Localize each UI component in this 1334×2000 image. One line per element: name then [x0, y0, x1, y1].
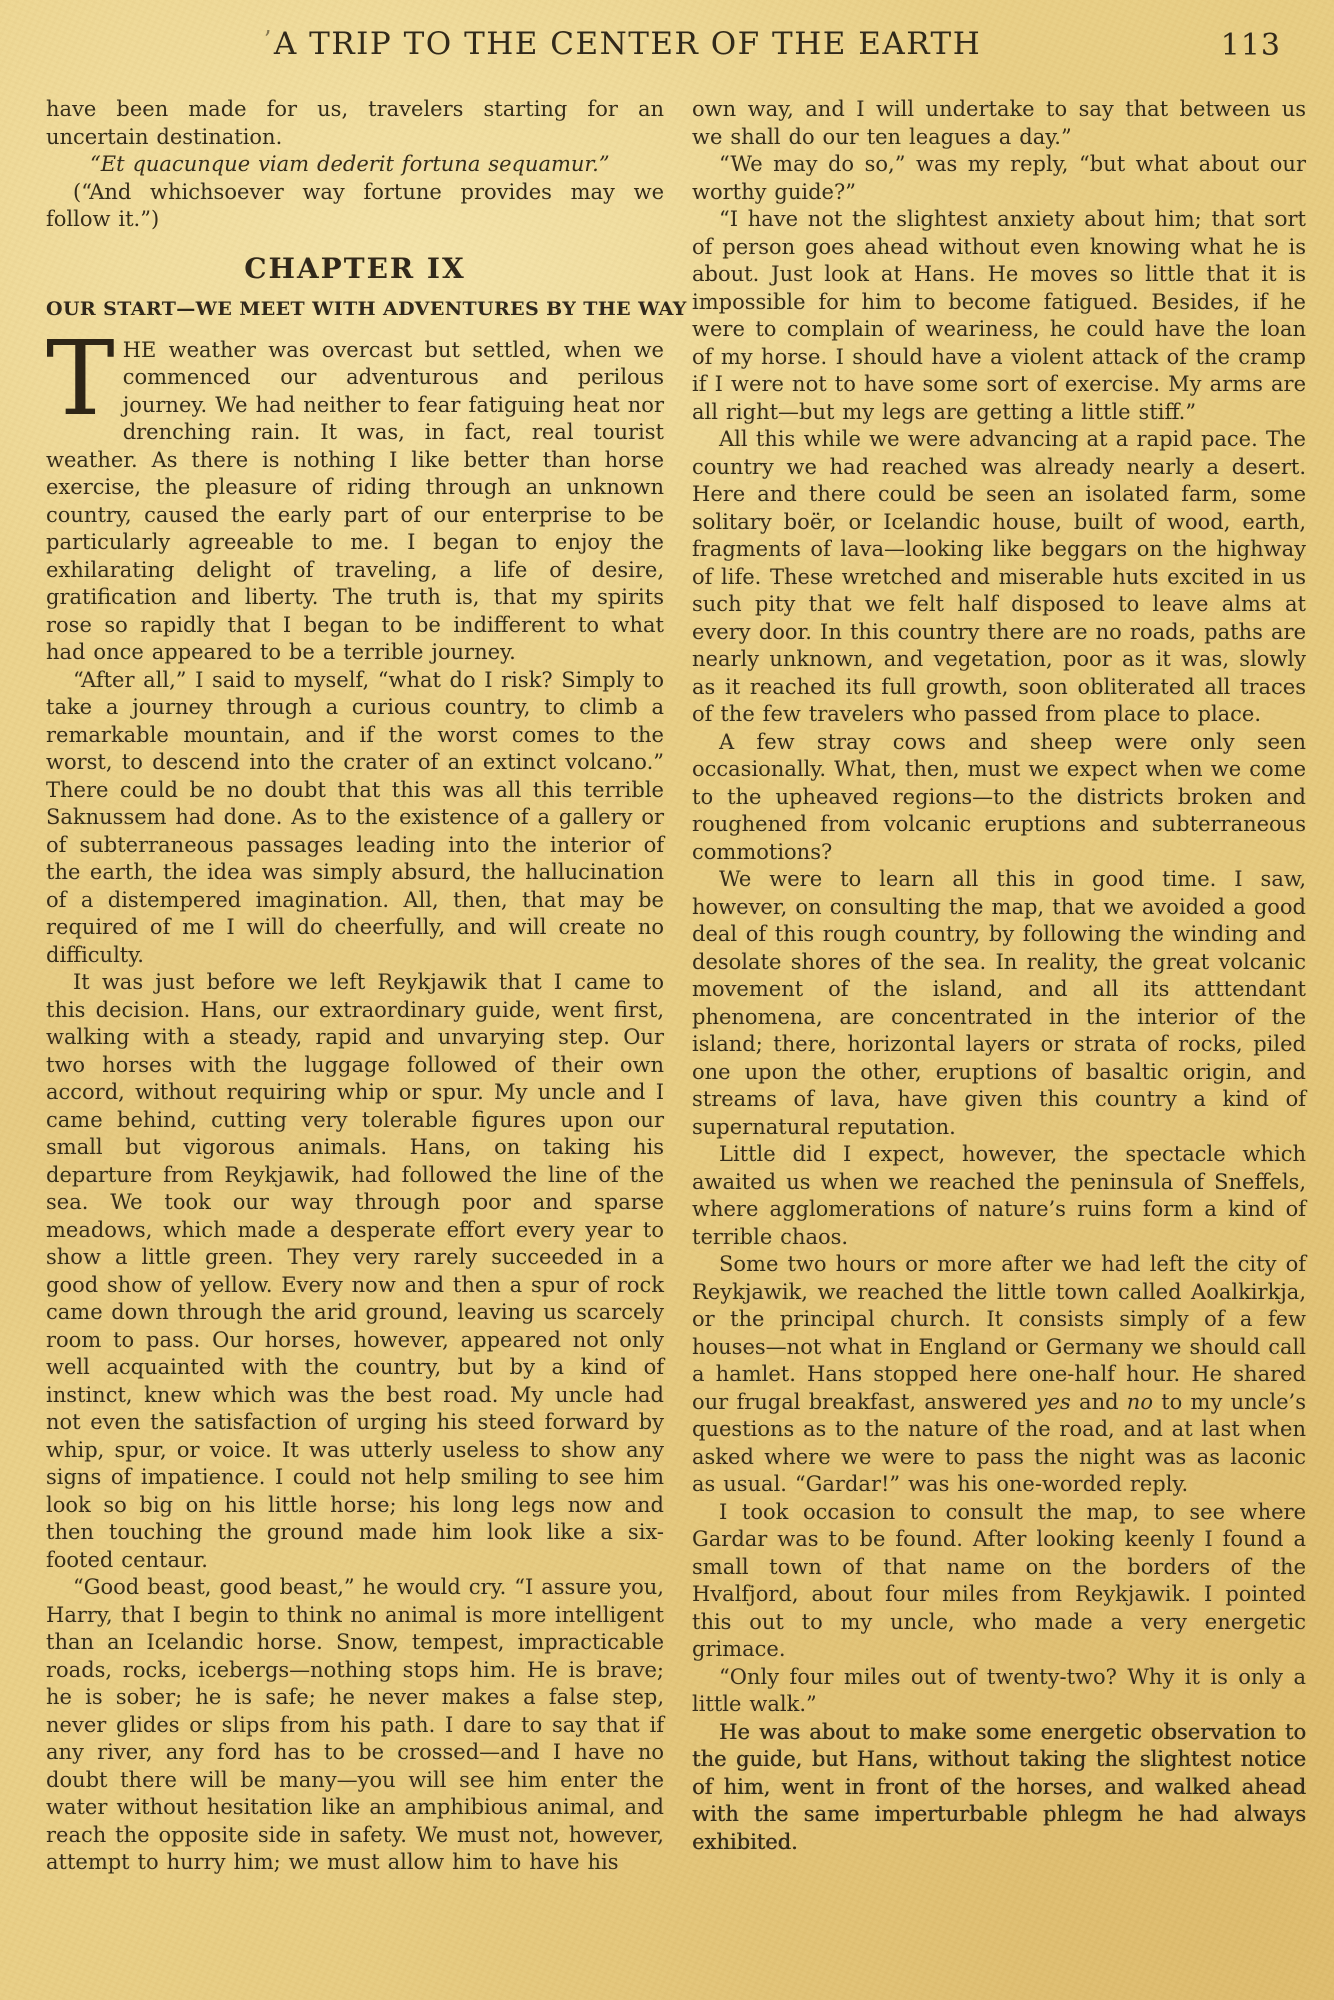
chapter-heading: CHAPTER IX [244, 251, 466, 285]
paragraph-observation: He was about to make some energetic observation to the guide, but Hans, without taking the slightest notice of him, went in front of the horses, and walked ahead with the same imperturbable phlegm he had always exhibited. [692, 1719, 1306, 1854]
paragraph-we-may: “We may do so,” was my reply, “but what about our worthy guide?” [692, 152, 1306, 204]
paragraph-all-this-while: All this while we were advancing at a rapid pace. The country we had reached was already nearly a desert. Here and there could be seen an isolated farm, some solitary boër, or Icelandic house, built of wood, earth, fragments of lava—looking like beggars on the highway of life. These wretched and miserable huts excited in us such pity that we felt half disposed to leave alms at every door. In this country there are no roads, paths are nearly unknown, and vegetation, poor as it was, slowly as it reached its full growth, soon obliterated all traces of the few travelers who passed from place to place. [692, 427, 1306, 726]
paragraph-learn-in-time: We were to learn all this in good time. I saw, however, on consulting the map, that we avoided a good deal of this rough country, by following the winding and desolate shores of the sea. In reality, the great volcanic movement of the island, and all its atttendant phenomena, are concentrated in the interior of the island; there, horizontal layers or strata of rocks, piled one upon the other, eruptions of basaltic origin, and streams of lava, have given this country a kind of supernatural reputation. [692, 867, 1306, 1139]
scan-artifact-mark: ’ [263, 26, 273, 54]
paragraph-translation: (“And whichsoever way fortune provides may we follow it.”) [46, 179, 664, 231]
paragraph-good-beast: “Good beast, good beast,” he would cry. “I assure you, Harry, that I begin to think no animal is more intelligent than an Icelandic horse. Snow, tempest, impracticable roads, rocks, icebergs—nothing stops him. He is brave; he is sober; he is safe; he never makes a false step, never glides or slips from his path. I dare to say that if any river, any ford has to be crossed—and I have no doubt there will be many—you will see him enter the water without hesitation like an amphibious animal, and reach the opposite side in safety. We must not, however, attempt to hurry him; we must allow him to have his [46, 1575, 664, 1874]
paragraph-weather-text: HE weather was overcast but settled, when we commenced our adventurous and perilous journey. We had neither to fear fatiguing heat nor drenching rain. It was, in fact, real tourist weather. As there is nothing I like better than horse exercise, the pleasure of riding through an unknown country, caused the early part of our enterprise to be particularly agreeable to me. I began to enjoy the exhilarating delight of traveling, a life of desire, gratification and liberty. The truth is, that my spirits rose so rapidly that I began to be indifferent to what had once appeared to be a terrible journey. [46, 337, 664, 664]
two-hours-after: to my uncle’s questions as to the nature of the road, and at last when asked where we were to pass the night was as laconic as usual. “Gardar!” was his one-worded reply. [692, 1389, 1306, 1496]
two-hours-mid: and [1070, 1389, 1127, 1414]
paragraph-consult-map: I took occasion to consult the map, to see where Gardar was to be found. After looking keenly I found a small town of that name on the borders of the Hvalfjord, about four miles from Reykjawik. I pointed this out to my uncle, who made a very energetic grimace. [692, 1499, 1306, 1661]
italic-no: no [1126, 1389, 1153, 1414]
paragraph-weather [46, 318, 664, 667]
page-title [46, 26, 1199, 62]
running-head [46, 26, 1309, 66]
paragraph-four-miles: “Only four miles out of twenty-two? Why it is only a little walk.” [692, 1664, 1306, 1716]
page-title-text: A TRIP TO THE CENTER OF THE EARTH [273, 26, 982, 62]
italic-yes: yes [1035, 1389, 1071, 1414]
paragraph-latin-quote: “Et quacunque viam dederit fortuna sequamur.” [90, 152, 610, 176]
paragraph-own-way: own way, and I will undertake to say that between us we shall do our ten leagues a day.” [692, 97, 1306, 149]
paragraph-stray-cows: A few stray cows and sheep were only seen occasionally. What, then, must we expect when we come to the upheaved regions—to the districts broken and roughened from volcanic eruptions and subterraneous commotions? [692, 729, 1306, 864]
chapter-subheading: OUR START—WE MEET WITH ADVENTURES BY THE WAY [46, 297, 687, 320]
text-columns [46, 96, 1309, 1877]
paragraph-it-was-just: It was just before we left Reykjawik that I came to this decision. Hans, our extraordinary guide, went first, walking with a steady, rapid and unvarying step. Our two horses with the luggage followed of their own accord, without requiring whip or spur. My uncle and I came behind, cutting very tolerable figures upon our small but vigorous animals. Hans, on taking his departure from Reykjawik, had followed the line of the sea. We took our way through poor and sparse meadows, which made a desperate effort every year to show a little green. They very rarely succeeded in a good show of yellow. Every now and then a spur of rock came down through the arid ground, leaving us scarcely room to pass. Our horses, however, appeared not only well acquainted with the country, but by a kind of instinct, knew which was the best road. My uncle had not even the satisfaction of urging his steed forward by whip, spur, or voice. It was utterly useless to show any signs of impatience. I could not help smiling to see him look so big on his little horse; his long legs now and then touching the ground made him look like a six-footed centaur. [46, 970, 664, 1572]
paragraph-two-hours [692, 1251, 1306, 1499]
paragraph-after-all: “After all,” I said to myself, “what do I risk? Simply to take a journey through a curious country, to climb a remarkable mountain, and if the worst comes to the worst, to descend into the crater of an extinct volcano.” There could be no doubt that this was all this terrible Saknussem had done. As to the existence of a gallery or of subterraneous passages leading into the interior of the earth, the idea was simply absurd, the hallucination of a distempered imagination. All, then, that may be required of me I will do cheerfully, and will create no difficulty. [46, 667, 664, 967]
paragraph-little-did-i: Little did I expect, however, the spectacle which awaited us when we reached the peninsula of Sneffels, where agglomerations of nature’s ruins form a kind of terrible chaos. [692, 1142, 1306, 1249]
paragraph-continuation: have been made for us, travelers starting for an uncertain destination. [46, 97, 664, 149]
left-column [46, 96, 687, 1877]
two-hours-before: Some two hours or more after we had left the city of Reykjawik, we reached the little town called Aoalkirkja, or the principal church. It consists simply of a few houses—not what in England or Germany we should call a hamlet. Hans stopped here one-half hour. He shared our frugal breakfast, answered [692, 1252, 1306, 1414]
right-column [692, 96, 1306, 1877]
page-number: 113 [1220, 28, 1281, 63]
dropcap-letter: T [46, 318, 115, 439]
paragraph-no-anxiety: “I have not the slightest anxiety about him; that sort of person goes ahead without even knowing what he is about. Just look at Hans. He moves so little that it is impossible for him to become fatigued. Besides, if he were to complain of weariness, he could have the loan of my horse. I should have a violent attack of the cramp if I were not to have some sort of exercise. My arms are all right—but my legs are getting a little stiff.” [692, 207, 1306, 424]
